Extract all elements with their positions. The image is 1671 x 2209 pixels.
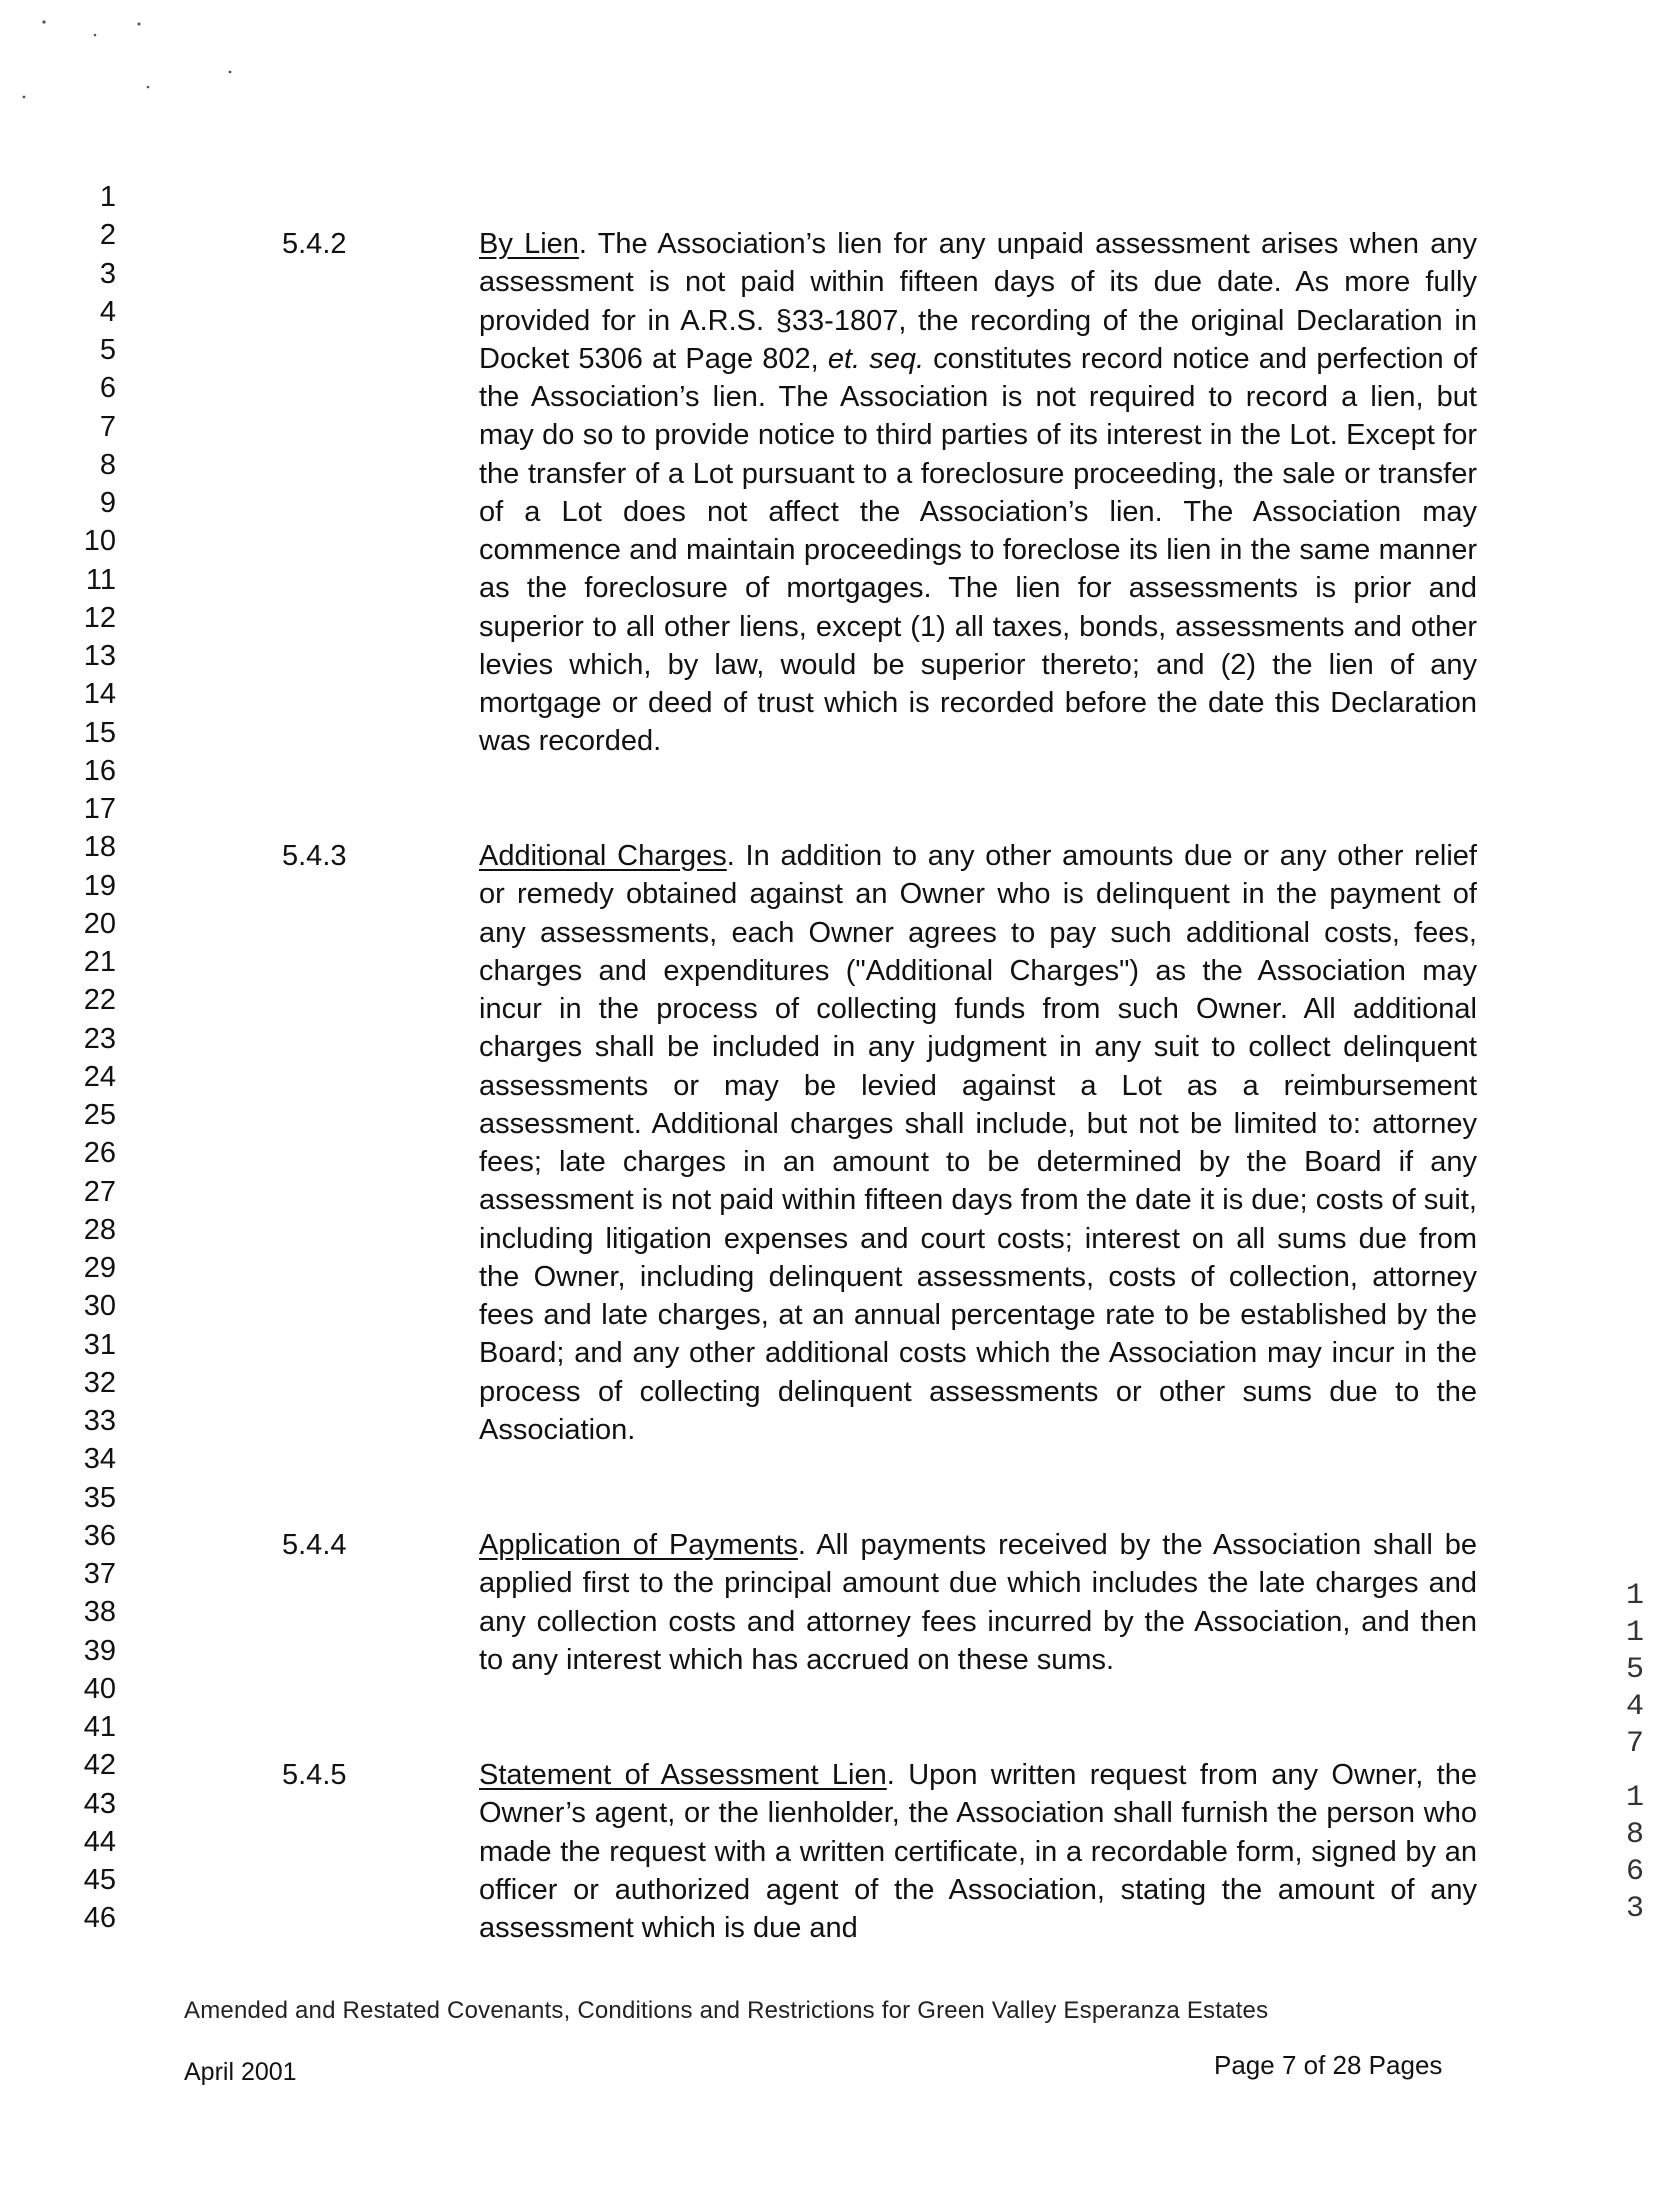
line-number: 31 <box>83 1328 116 1361</box>
line-number: 22 <box>83 984 116 1017</box>
line-number: 18 <box>83 831 116 864</box>
line-number: 19 <box>83 869 116 902</box>
stamp-digit: 6 <box>1625 1855 1644 1889</box>
stamp-digit: 8 <box>1625 1818 1644 1852</box>
line-number: 33 <box>83 1405 116 1437</box>
line-number: 37 <box>83 1558 116 1590</box>
line-number: 7 <box>99 410 116 443</box>
line-number: 40 <box>83 1672 116 1705</box>
section-number: 5.4.2 <box>282 228 347 260</box>
stamp-digit: 1 <box>1625 1579 1644 1613</box>
stamp-digit: 5 <box>1625 1653 1644 1687</box>
stamp-digit: 7 <box>1625 1727 1644 1761</box>
line-number: 3 <box>99 257 116 290</box>
line-number: 42 <box>83 1749 116 1782</box>
section-text: . The Association’s lien for any unpaid assessment arises when any assessment is not paid within fifteen days of its due date. As more fully provided for in A.R.S. §33-1807, the recording of the original Declaration in Docket 5306 at Page 802, <box>479 228 1477 375</box>
line-number: 25 <box>83 1099 116 1131</box>
line-number: 21 <box>83 946 116 978</box>
section-number: 5.4.4 <box>282 1529 347 1561</box>
line-number: 41 <box>83 1711 116 1743</box>
scan-specks <box>0 0 260 120</box>
footer-date: April 2001 <box>184 2058 297 2086</box>
line-number: 43 <box>83 1787 116 1820</box>
line-number: 23 <box>83 1022 116 1055</box>
line-number: 2 <box>99 219 116 252</box>
stamp-digit: 1 <box>1625 1616 1644 1650</box>
line-number: 4 <box>99 295 116 328</box>
line-number: 32 <box>83 1366 116 1399</box>
line-number: 26 <box>83 1137 116 1170</box>
line-number: 45 <box>83 1864 116 1896</box>
recording-stamp-upper <box>1621 1578 1649 1763</box>
section-heading: Application of Payments <box>479 1529 798 1561</box>
line-number: 14 <box>83 678 116 711</box>
line-number: 28 <box>83 1213 116 1246</box>
section-body <box>479 1526 1477 1679</box>
line-number: 35 <box>83 1481 116 1514</box>
line-number: 20 <box>83 907 116 940</box>
stamp-digit: 4 <box>1625 1690 1644 1724</box>
line-number: 27 <box>83 1175 116 1208</box>
line-number: 11 <box>85 563 116 596</box>
line-number: 5 <box>99 334 116 366</box>
section-number: 5.4.3 <box>282 840 347 872</box>
section-text: . All payments received by the Association shall be applied first to the principal amount due which includes the late charges and any collection costs and attorney fees incurred by the Association, and then to any interest which has accrued on these sums. <box>479 1529 1477 1676</box>
line-number: 6 <box>99 372 116 405</box>
section-text: . Upon written request from any Owner, the Owner’s agent, or the lienholder, the Association shall furnish the person who made the request with a written certificate, in a recordable form, signed by an officer or authorized agent of the Association, stating the amount of any assessment which is due and <box>479 1759 1477 1944</box>
stamp-digit: 1 <box>1625 1781 1644 1815</box>
line-number: 46 <box>83 1902 116 1935</box>
line-number: 34 <box>83 1443 116 1476</box>
line-number: 24 <box>83 1060 116 1093</box>
line-number: 30 <box>83 1290 116 1323</box>
section-heading: By Lien <box>479 228 579 260</box>
line-number: 38 <box>83 1596 116 1629</box>
line-number: 39 <box>83 1634 116 1667</box>
section-heading: Statement of Assessment Lien <box>479 1759 887 1791</box>
section-body <box>479 1756 1477 1947</box>
recording-stamp-lower <box>1621 1780 1649 1928</box>
section-body <box>479 837 1477 1449</box>
section-text: . In addition to any other amounts due or any other relief or remedy obtained against an Owner who is delinquent in the payment of any assessments, each Owner agrees to pay such additional costs, fees, charges and expenditures ("Additional Charges") as the Association may incur in the process of collecting funds from such Owner. All additional charges shall be included in any judgment in any suit to collect delinquent assessments or may be levied against a Lot as a reimbursement assessment. Additional charges shall include, but not be limited to: attorney fees; late charges in an amount to be determined by the Board if any assessment is not paid within fifteen days from the date it is due; costs of suit, including litigation expenses and court costs; interest on all sums due from the Owner, including delinquent assessments, costs of collection, attorney fees and late charges, at an annual percentage rate to be established by the Board; and any other additional costs which the Association may incur in the process of collecting delinquent assessments or other sums due to the Association. <box>479 840 1477 1446</box>
line-number: 15 <box>83 716 116 749</box>
line-number: 44 <box>83 1825 116 1858</box>
section-text: constitutes record notice and perfection of the Association’s lien. The Association is not required to record a lien, but may do so to provide notice to third parties of its interest in the Lot. Except for the transfer of a Lot pursuant to a foreclosure proceeding, the sale or transfer of a Lot does not affect the Association’s lien. The Association may commence and maintain proceedings to foreclose its lien in the same manner as the foreclosure of mortgages. The lien for assessments is prior and superior to all other liens, except (1) all taxes, bonds, assessments and other levies which, by law, would be superior thereto; and (2) the lien of any mortgage or deed of trust which is recorded before the date this Declaration was recorded. <box>479 342 1477 758</box>
line-number-column <box>62 178 116 1938</box>
line-number: 36 <box>83 1519 116 1552</box>
line-number: 12 <box>83 601 116 634</box>
section-body <box>479 225 1477 761</box>
line-number: 10 <box>83 525 116 558</box>
line-number: 17 <box>83 793 116 825</box>
line-number: 29 <box>83 1252 116 1284</box>
line-number: 13 <box>83 640 116 672</box>
line-number: 9 <box>99 487 116 519</box>
section-number: 5.4.5 <box>282 1759 347 1791</box>
line-number: 16 <box>83 754 116 787</box>
section-heading: Additional Charges <box>479 840 727 872</box>
stamp-digit: 3 <box>1625 1892 1644 1926</box>
footer-document-title: Amended and Restated Covenants, Conditions and Restrictions for Green Valley Esperanza Estates <box>184 1997 1269 2024</box>
line-number: 8 <box>99 448 116 481</box>
line-number: 1 <box>99 181 116 213</box>
footer-page-number: Page 7 of 28 Pages <box>1214 2050 1443 2080</box>
section-text-italic: et. seq. <box>827 342 925 375</box>
